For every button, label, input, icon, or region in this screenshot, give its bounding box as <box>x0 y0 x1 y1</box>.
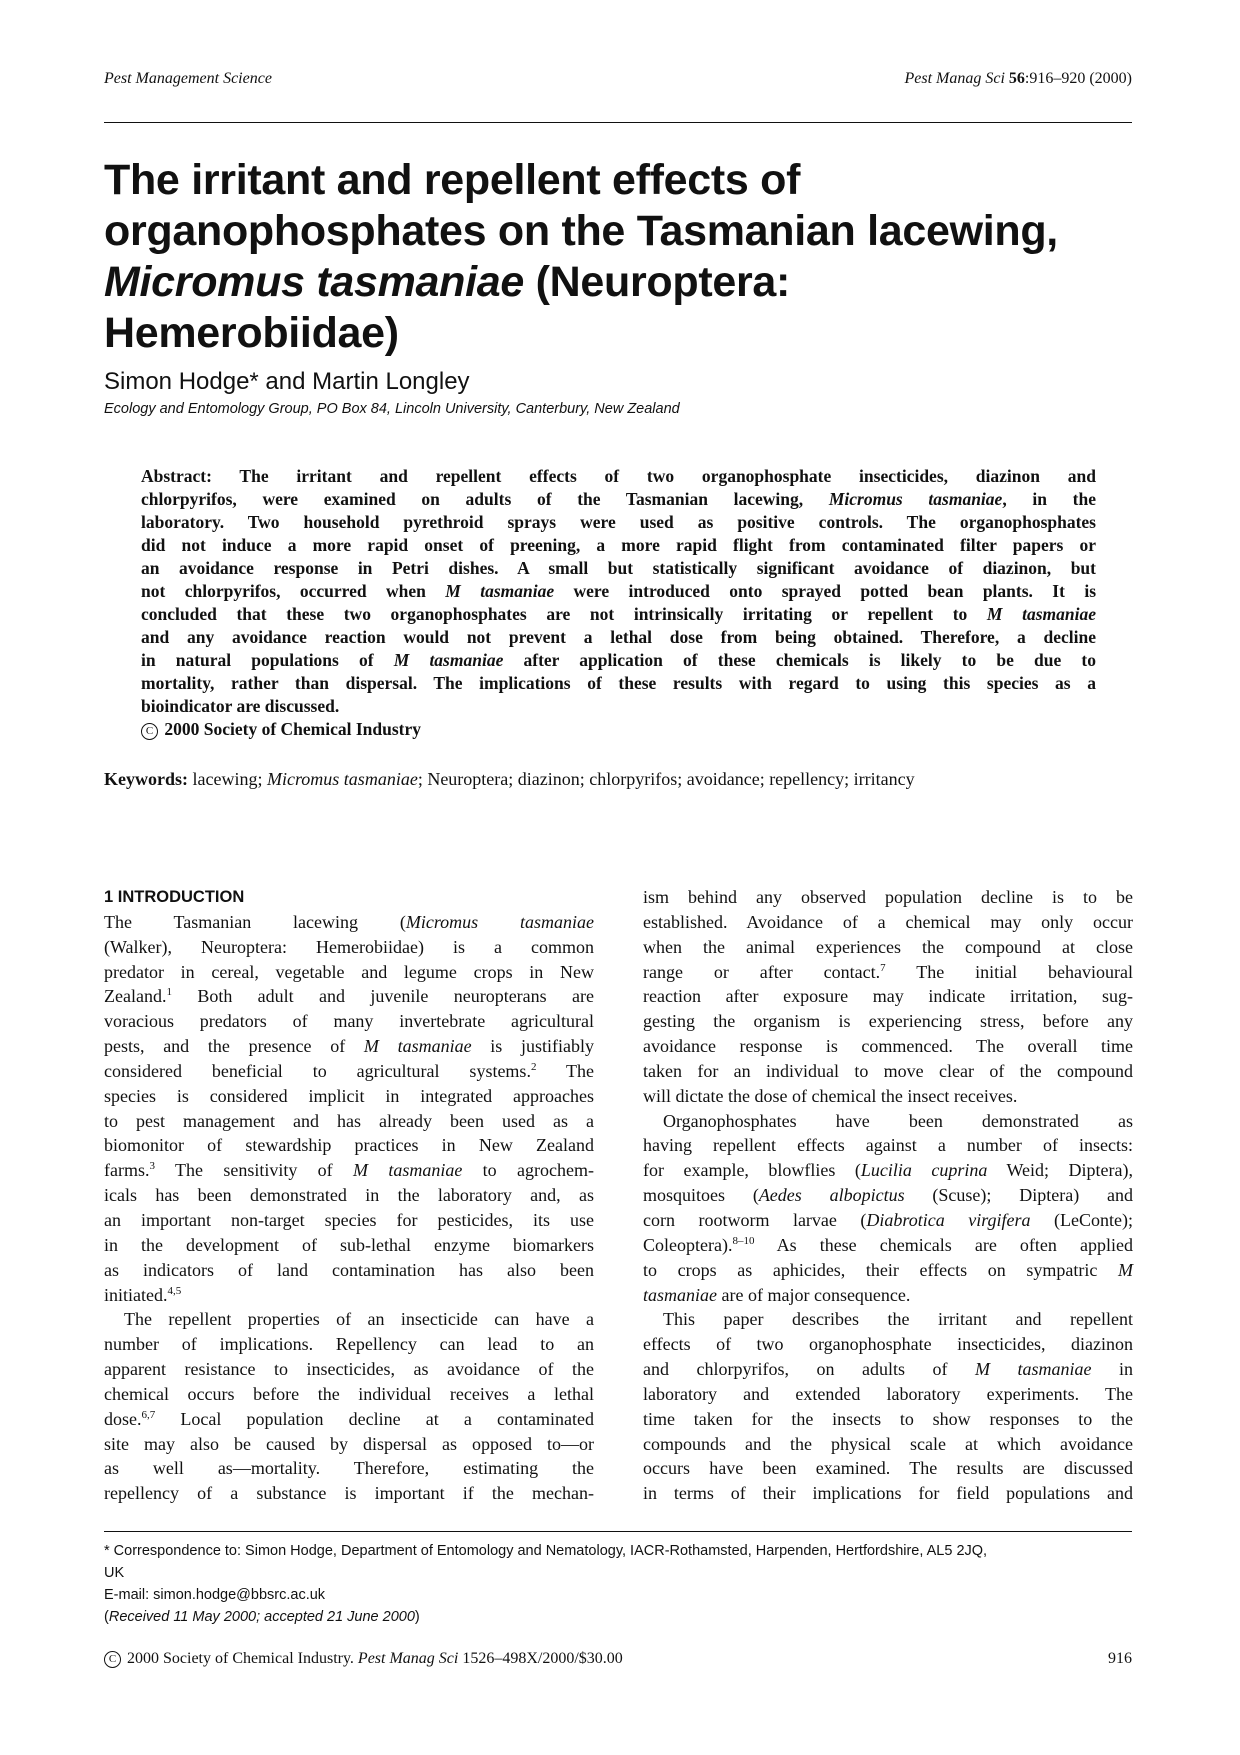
species-name: M <box>1118 1259 1133 1280</box>
abstract-line: an avoidance response in Petri dishes. A small but statistically significant avoidance of diazinon, but <box>141 558 1096 578</box>
body-text: (LeConte); <box>1030 1209 1133 1230</box>
body-line: The repellent properties of an insecticide can have a <box>124 1309 594 1330</box>
body-line: gesting the organism is experiencing stress, before any <box>643 1011 1133 1032</box>
body-text: for example, blowflies ( <box>643 1160 861 1181</box>
body-line <box>643 1258 1133 1283</box>
body-line <box>104 1158 594 1183</box>
body-line <box>643 1357 1133 1382</box>
title-line: The irritant and repellent effects of <box>104 156 801 204</box>
abstract-line: laboratory. Two household pyrethroid sprays were used as positive controls. The organophosphates <box>141 512 1096 532</box>
body-line: taken for an individual to move clear of the compound <box>643 1060 1133 1081</box>
body-line <box>104 910 594 935</box>
body-text: to agrochem- <box>462 1160 594 1181</box>
species-name: Micromus tasmaniae <box>828 489 1003 509</box>
abstract-copyright <box>141 718 1096 741</box>
title-line: organophosphates on the Tasmanian lacewing, <box>104 207 1058 255</box>
received-dates: Received 11 May 2000; accepted 21 June 2000 <box>108 1609 415 1625</box>
body-line <box>643 1158 1133 1183</box>
body-text: in <box>1091 1359 1133 1380</box>
citation-volume: 56 <box>1008 70 1025 87</box>
received-paren: ( <box>104 1609 109 1625</box>
running-header <box>104 70 1132 94</box>
body-text: The <box>536 1060 594 1081</box>
species-name: M tasmaniae <box>445 581 555 601</box>
body-text: is justifiably <box>471 1036 594 1057</box>
body-line: time taken for the insects to show responses to the <box>643 1408 1133 1429</box>
abstract-text: , in the <box>1002 489 1096 509</box>
body-line: reaction after exposure may indicate irritation, sug- <box>643 986 1133 1007</box>
body-line <box>643 960 1133 985</box>
title-line: Hemerobiidae) <box>104 309 399 357</box>
citation-journal: Pest Manag Sci <box>904 70 1009 87</box>
body-line: Organophosphates have been demonstrated as <box>663 1110 1133 1131</box>
body-line <box>643 1233 1133 1258</box>
abstract-text: after application of these chemicals is likely to be due to <box>503 650 1096 670</box>
footer-copyright <box>104 1650 623 1668</box>
body-line: established. Avoidance of a chemical may only occur <box>643 911 1133 932</box>
species-name: Lucilia cuprina <box>860 1160 988 1181</box>
reference-marker: 2 <box>530 1060 537 1073</box>
abstract-line <box>141 580 1096 603</box>
species-name: M tasmaniae <box>974 1359 1092 1380</box>
body-line: having repellent effects against a number of insects: <box>643 1135 1133 1156</box>
body-line: as well as—mortality. Therefore, estimating the <box>104 1458 594 1479</box>
body-line: in terms of their implications for field populations and <box>643 1483 1133 1504</box>
keywords-text: lacewing; <box>188 769 267 789</box>
body-line: This paper describes the irritant and repellent <box>663 1309 1133 1330</box>
body-line <box>104 1407 594 1432</box>
body-line: will dictate the dose of chemical the insect receives. <box>643 1085 1018 1106</box>
body-text: Local population decline at a contaminated <box>155 1408 594 1429</box>
abstract-line: mortality, rather than dispersal. The implications of these results with regard to using this species as a <box>141 673 1096 693</box>
abstract-line <box>141 603 1096 626</box>
reference-marker: 4,5 <box>167 1284 182 1297</box>
body-line <box>643 1208 1133 1233</box>
body-text: The Tasmanian lacewing ( <box>104 911 406 932</box>
abstract-text: concluded that these two organophosphates are not intrinsically irritating or repellent to <box>141 604 987 624</box>
page-number: 916 <box>1108 1650 1132 1667</box>
body-line: in the development of sub-lethal enzyme biomarkers <box>104 1234 594 1255</box>
body-line: avoidance response is commenced. The overall time <box>643 1036 1133 1057</box>
body-line: species is considered implicit in integrated approaches <box>104 1085 594 1106</box>
left-column <box>104 885 594 1506</box>
body-text: to crops as aphicides, their effects on sympatric <box>643 1259 1118 1280</box>
citation-pages: :916–920 <box>1024 70 1090 87</box>
journal-citation <box>904 70 1132 88</box>
body-line: when the animal experiences the compound at close <box>643 936 1133 957</box>
abstract-text: not chlorpyrifos, occurred when <box>141 581 446 601</box>
body-text: and chlorpyrifos, on adults of <box>643 1359 975 1380</box>
body-line: repellency of a substance is important if the mechan- <box>104 1483 594 1504</box>
journal-name: Pest Management Science <box>104 70 272 87</box>
body-line: an important non-target species for pesticides, its use <box>104 1209 594 1230</box>
abstract-text: chlorpyrifos, were examined on adults of the Tasmanian lacewing, <box>141 489 829 509</box>
title-order: (Neuroptera: <box>523 258 791 306</box>
body-line: occurs have been examined. The results are discussed <box>643 1458 1133 1479</box>
body-text: farms. <box>104 1160 150 1181</box>
abstract-text: in natural populations of <box>141 650 394 670</box>
keywords <box>104 769 915 790</box>
footer-journal: Pest Manag Sci <box>357 1650 459 1667</box>
body-text: considered beneficial to agricultural systems. <box>104 1060 531 1081</box>
body-line <box>643 1183 1133 1208</box>
body-text: Zealand. <box>104 986 167 1007</box>
abstract <box>141 465 1096 741</box>
citation-year: (2000) <box>1089 70 1132 87</box>
reference-marker: 3 <box>149 1160 155 1173</box>
abstract-line: did not induce a more rapid onset of preening, a more rapid flight from contaminated filter papers or <box>141 535 1096 555</box>
species-name: M tasmaniae <box>363 1036 472 1057</box>
copyright-icon: C <box>104 1651 121 1668</box>
species-name: Aedes albopictus <box>758 1185 905 1206</box>
body-line <box>104 984 594 1009</box>
body-text: mosquitoes ( <box>643 1185 759 1206</box>
body-text: As these chemicals are often applied <box>754 1234 1133 1255</box>
abstract-line: bioindicator are discussed. <box>141 696 340 716</box>
body-line: number of implications. Repellency can lead to an <box>104 1334 594 1355</box>
abstract-line: Abstract: The irritant and repellent effects of two organophosphate insecticides, diazinon and <box>141 466 1096 486</box>
body-line <box>643 1283 1133 1308</box>
footer-text: 2000 Society of Chemical Industry. <box>123 1650 358 1667</box>
body-text: Coleoptera). <box>643 1234 733 1255</box>
title-species: Micromus tasmaniae <box>104 258 524 306</box>
body-line: chemical occurs before the individual receives a lethal <box>104 1383 594 1404</box>
body-text: pests, and the presence of <box>104 1036 364 1057</box>
species-name: M tasmaniae <box>986 604 1096 624</box>
body-line: effects of two organophosphate insecticides, diazinon <box>643 1334 1133 1355</box>
reference-marker: 6,7 <box>141 1408 156 1421</box>
body-line: icals has been demonstrated in the laboratory and, as <box>104 1185 594 1206</box>
section-heading: 1 INTRODUCTION <box>104 888 245 906</box>
keywords-label: Keywords: <box>104 769 188 789</box>
copyright-text: 2000 Society of Chemical Industry <box>164 719 422 739</box>
keyword-species: Micromus tasmaniae <box>266 769 418 789</box>
body-line <box>104 1034 594 1059</box>
body-line: to pest management and has already been used as a <box>104 1110 594 1131</box>
abstract-line <box>141 649 1096 672</box>
body-line <box>104 1059 594 1084</box>
species-name: tasmaniae <box>643 1284 717 1305</box>
keywords-text: ; Neuroptera; diazinon; chlorpyrifos; avoidance; repellency; irritancy <box>417 769 915 789</box>
reference-marker: 1 <box>166 986 172 999</box>
body-line: ism behind any observed population decline is to be <box>643 887 1133 907</box>
body-text: corn rootworm larvae ( <box>643 1209 867 1230</box>
authors: Simon Hodge* and Martin Longley <box>104 368 470 395</box>
copyright-icon: C <box>141 723 158 740</box>
species-name: Micromus tasmaniae <box>405 911 594 932</box>
footer-issn: 1526–498X/2000/$30.00 <box>458 1650 623 1667</box>
reference-marker: 8–10 <box>732 1234 755 1247</box>
received-paren: ) <box>414 1609 420 1625</box>
footnotes <box>104 1540 1132 1628</box>
body-text: range or after contact. <box>643 961 881 982</box>
body-line: voracious predators of many invertebrate agricultural <box>104 1011 594 1032</box>
body-line: biomonitor of stewardship practices in New Zealand <box>104 1135 594 1156</box>
title-line <box>104 257 1144 308</box>
body-text: Both adult and juvenile neuropterans are <box>171 986 594 1007</box>
species-name: Diabrotica virgifera <box>866 1209 1031 1230</box>
body-text: Weid; Diptera), <box>987 1160 1133 1181</box>
article-title <box>104 155 1144 359</box>
affiliation: Ecology and Entomology Group, PO Box 84, Lincoln University, Canterbury, New Zealand <box>104 401 680 417</box>
species-name: M tasmaniae <box>393 650 504 670</box>
body-text: dose. <box>104 1408 142 1429</box>
abstract-line <box>141 488 1096 511</box>
body-line: site may also be caused by dispersal as opposed to—or <box>104 1433 594 1454</box>
footnote-rule <box>104 1531 1132 1532</box>
body-line: (Walker), Neuroptera: Hemerobiidae) is a common <box>104 936 594 957</box>
body-line: compounds and the physical scale at which avoidance <box>643 1433 1133 1454</box>
email-line: E-mail: simon.hodge@bbsrc.ac.uk <box>104 1587 326 1603</box>
abstract-text: were introduced onto sprayed potted bean plants. It is <box>554 581 1097 601</box>
body-line: predator in cereal, vegetable and legume crops in New <box>104 961 594 982</box>
body-text: are of major consequence. <box>717 1284 911 1305</box>
body-text: The initial behavioural <box>885 961 1133 982</box>
header-rule <box>104 122 1132 123</box>
body-line: apparent resistance to insecticides, as avoidance of the <box>104 1359 594 1380</box>
correspondence-note: * Correspondence to: Simon Hodge, Department of Entomology and Nematology, IACR-Rothamsted, Harpenden, Hertfordshire, AL5 2JQ, <box>104 1543 988 1559</box>
correspondence-note-cont: UK <box>104 1565 125 1581</box>
right-column <box>643 885 1133 1506</box>
body-text: The sensitivity of <box>154 1160 353 1181</box>
body-line: laboratory and extended laboratory experiments. The <box>643 1383 1133 1404</box>
received-line <box>104 1606 1132 1628</box>
body-line <box>104 1283 594 1308</box>
species-name: M tasmaniae <box>353 1160 463 1181</box>
body-text: (Scuse); Diptera) and <box>904 1185 1133 1206</box>
body-text: initiated. <box>104 1284 168 1305</box>
abstract-line: and any avoidance reaction would not prevent a lethal dose from being obtained. Therefore, a decline <box>141 627 1096 647</box>
body-line: as indicators of land contamination has also been <box>104 1259 594 1280</box>
reference-marker: 7 <box>880 961 886 974</box>
